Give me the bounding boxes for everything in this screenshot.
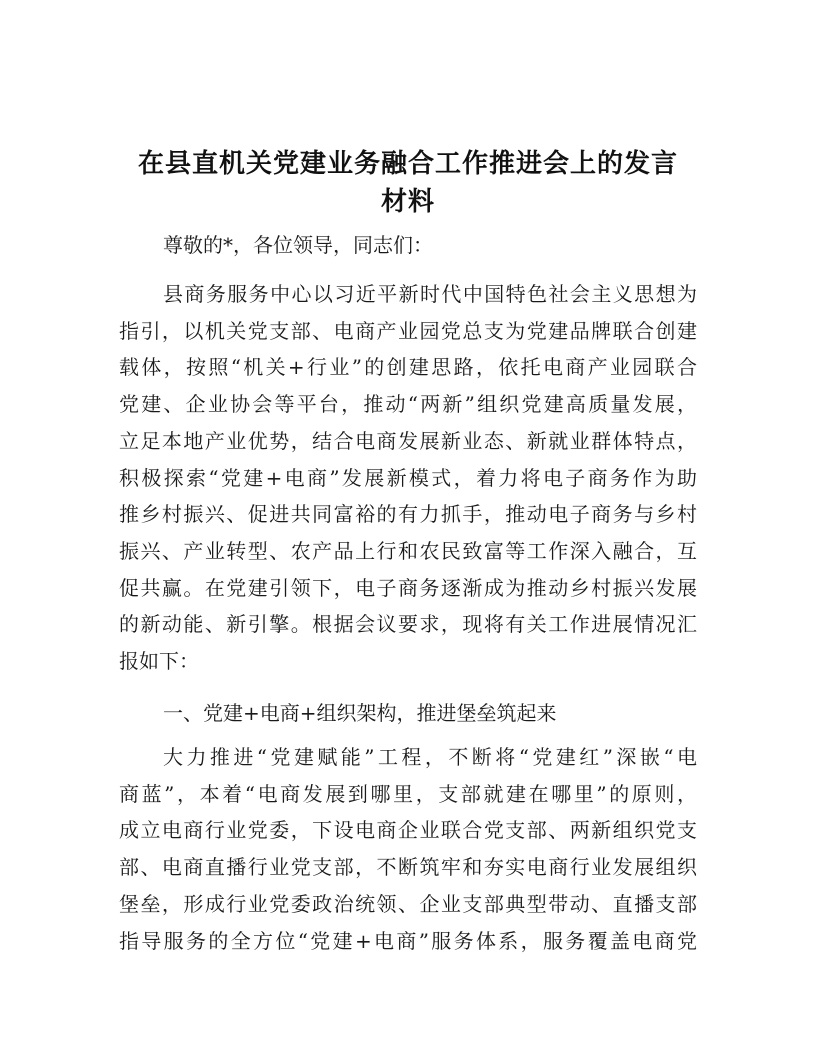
section-heading-1: 一、党建+电商+组织架构，推进堡垒筑起来 [163, 701, 557, 725]
paragraph-2-line: 商蓝”，本着“电商发展到哪里，支部就建在哪里”的原则， [119, 781, 697, 806]
paragraph-1-line: 促共赢。在党建引领下，电子商务逐渐成为推动乡村振兴发展 [119, 575, 697, 600]
paragraph-1-line: 立足本地产业优势，结合电商发展新业态、新就业群体特点， [119, 428, 697, 453]
paragraph-1-line: 载体，按照“机关+行业”的创建思路，依托电商产业园联合 [119, 355, 697, 380]
paragraph-1-line: 指引，以机关党支部、电商产业园党总支为党建品牌联合创建 [119, 318, 697, 343]
paragraph-2-line: 指导服务的全方位“党建+电商”服务体系，服务覆盖电商党 [119, 928, 697, 953]
document-title-line-2: 材料 [380, 187, 435, 217]
paragraph-1-line: 报如下： [119, 649, 199, 673]
paragraph-1-line: 积极探索“党建+电商”发展新模式，着力将电子商务作为助 [119, 465, 697, 490]
paragraph-1-line: 推乡村振兴、促进共同富裕的有力抓手，推动电子商务与乡村 [119, 502, 697, 527]
paragraph-1-line: 振兴、产业转型、农产品上行和农民致富等工作深入融合，互 [119, 538, 697, 563]
paragraph-1-line: 的新动能、新引擎。根据会议要求，现将有关工作进展情况汇 [119, 612, 697, 637]
paragraph-1-line: 县商务服务中心以习近平新时代中国特色社会主义思想为 [163, 282, 697, 306]
paragraph-1-line: 党建、企业协会等平台，推动“两新”组织党建高质量发展， [119, 392, 697, 417]
paragraph-2-line: 堡垒，形成行业党委政治统领、企业支部典型带动、直播支部 [119, 891, 697, 916]
paragraph-2-line: 成立电商行业党委，下设电商企业联合党支部、两新组织党支 [119, 818, 697, 843]
paragraph-2-line: 大力推进“党建赋能”工程，不断将“党建红”深嵌“电 [163, 745, 697, 769]
salutation: 尊敬的*，各位领导，同志们： [163, 233, 433, 257]
document-title-line-1: 在县直机关党建业务融合工作推进会上的发言 [137, 149, 678, 179]
paragraph-2-line: 部、电商直播行业党支部，不断筑牢和夯实电商行业发展组织 [119, 855, 697, 880]
